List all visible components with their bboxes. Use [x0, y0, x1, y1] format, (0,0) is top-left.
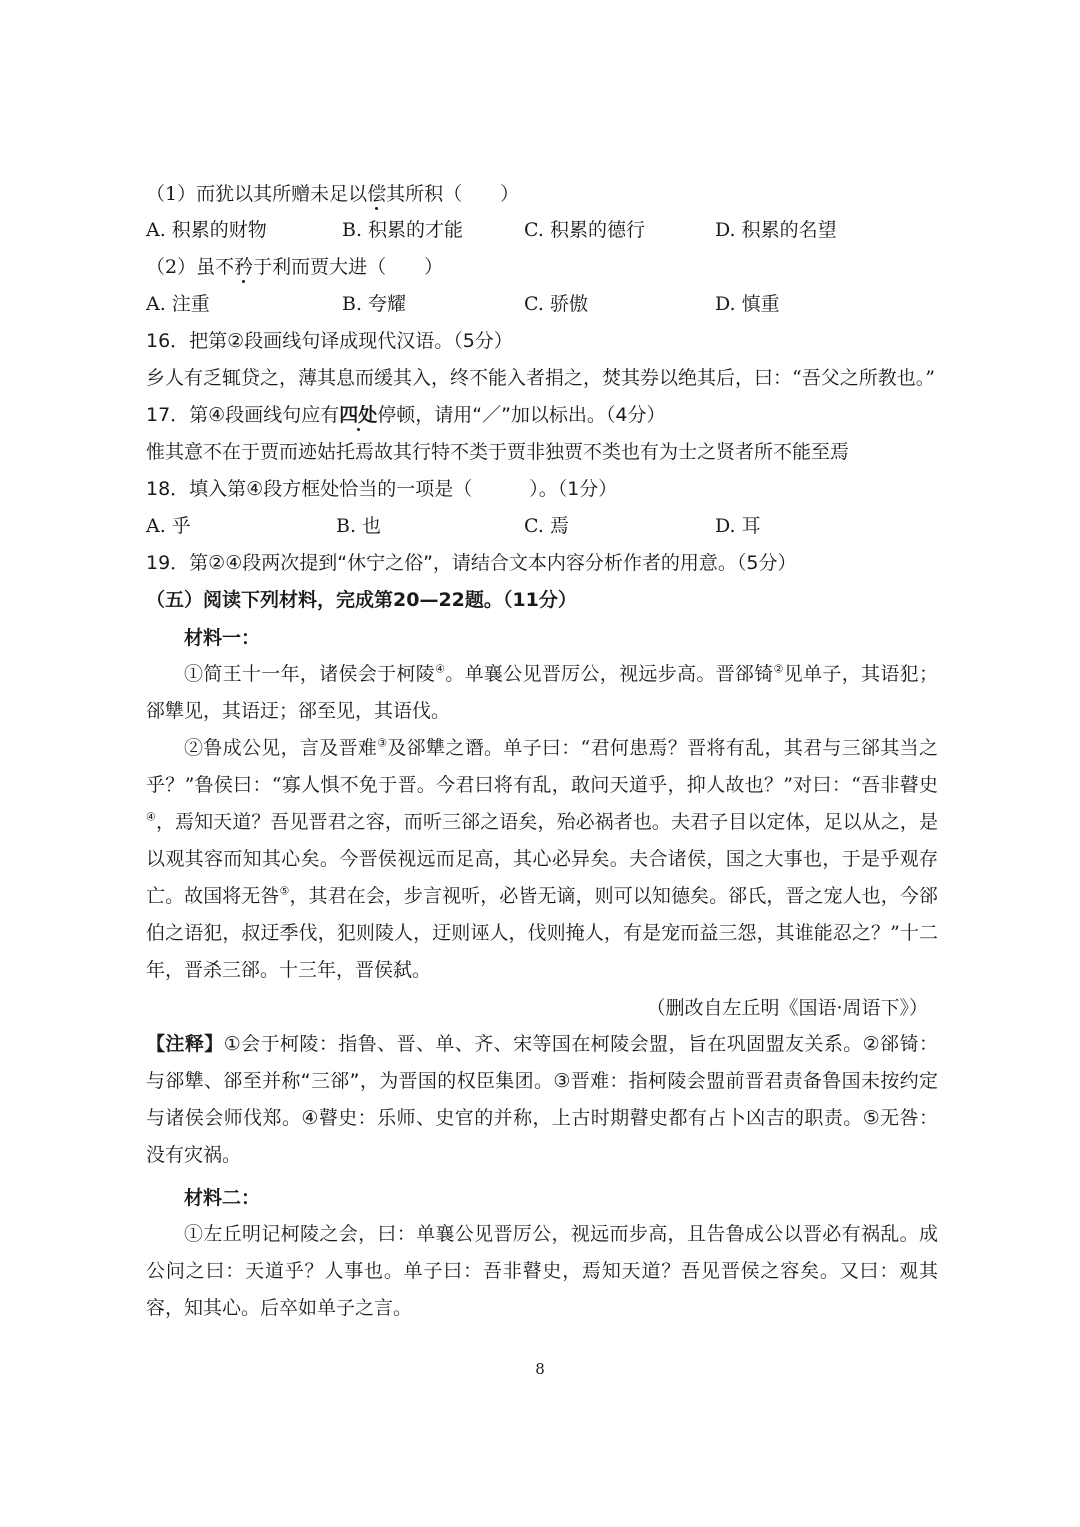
- option-d: D. 耳: [715, 515, 761, 537]
- q15-item1-stem: （1）而犹以其所赠未足以偿其所积（ ）: [146, 183, 520, 205]
- q16-stem: 16．把第②段画线句译成现代汉语。（5分）: [146, 330, 513, 352]
- option-d: D. 慎重: [715, 293, 780, 315]
- option-a: A. 乎: [146, 515, 191, 537]
- q18-stem: 18．填入第④段方框处恰当的一项是（ ）。（1分）: [146, 478, 618, 500]
- annotation-notes: 【注释】①会于柯陵：指鲁、晋、单、齐、宋等国在柯陵会盟，旨在巩固盟友关系。②郤锜：与郤犨、郤至并称“三郤”，为晋国的权臣集团。③晋难：指柯陵会盟前晋君责备鲁国未按约定与诸侯会师伐郑。④瞽史：乐师、史官的并称，上古时期瞽史都有占卜凶吉的职责。⑤无咎：没有灾祸。: [146, 1033, 938, 1166]
- emphasis-dot-char: 矜: [234, 256, 254, 278]
- option-b: B. 积累的才能: [342, 219, 464, 241]
- q15-item2-stem: （2）虽不矜于利而贾大进（ ）: [146, 256, 444, 278]
- material-1-source: （删改自左丘明《国语·周语下》）: [646, 997, 928, 1019]
- option-c: C. 骄傲: [524, 293, 588, 315]
- material-1-title: 材料一：: [184, 627, 261, 649]
- material-1-paragraph-2: ②鲁成公见，言及晋难③及郤犨之谮。单子曰：“君何患焉？晋将有乱，其君与三郤其当之乎？”鲁侯曰：“寡人惧不免于晋。今君曰将有乱，敢问天道乎，抑人故也？”对曰：“吾非瞽史④，焉知天道？吾见晋君之容，而听三郤之语矣，殆必祸者也。夫君子目以定体，足以从之，是以观其容而知其心矣。今晋侯视远而足高，其心必异矣。夫合诸侯，国之大事也，于是乎观存亡。故国将无咎⑤，其君在会，步言视听，必皆无谪，则可以知德矣。郤氏，晋之宠人也，今郤伯之语犯，叔迂季伐，犯则陵人，迂则诬人，伐则掩人，有是宠而益三怨，其谁能忍之？”十二年，晋杀三郤。十三年，晋侯弑。: [146, 736, 938, 981]
- material-1-paragraph-1: ①简王十一年，诸侯会于柯陵④。单襄公见晋厉公，视远步高。晋郤锜②见单子，其语犯；郤犨见，其语迂；郤至见，其语伐。: [146, 662, 938, 722]
- q18-options: [146, 514, 936, 538]
- option-d: D. 积累的名望: [715, 219, 837, 241]
- option-b: B. 夸耀: [342, 293, 407, 315]
- option-c: C. 焉: [524, 515, 569, 537]
- notes-label: 【注释】: [146, 1033, 224, 1055]
- q19-stem: 19．第②④段两次提到“休宁之俗”，请结合文本内容分析作者的用意。（5分）: [146, 552, 797, 574]
- material-2-paragraph-1: ①左丘明记柯陵之会，曰：单襄公见晋厉公，视远而步高，且告鲁成公以晋必有祸乱。成公问之曰：天道乎？人事也。单子曰：吾非瞽史，焉知天道？吾见晋侯之容矣。又曰：观其容，知其心。后卒如单子之言。: [146, 1223, 938, 1319]
- section-heading: （五）阅读下列材料，完成第20—22题。（11分）: [146, 589, 577, 611]
- emphasis-dot-char: 偿: [367, 183, 387, 205]
- option-a: A. 积累的财物: [146, 219, 267, 241]
- emphasis-dot-text: 四处: [339, 404, 378, 426]
- material-2-title: 材料二：: [184, 1187, 261, 1209]
- option-b: B. 也: [336, 515, 382, 537]
- q17-sentence: 惟其意不在于贾而迹姑托焉故其行特不类于贾非独贾不类也有为士之贤者所不能至焉: [146, 441, 850, 463]
- option-a: A. 注重: [146, 293, 210, 315]
- q16-sentence: 乡人有乏辄贷之，薄其息而缓其入，终不能入者捐之，焚其券以绝其后，曰：“吾父之所教也。”: [146, 367, 935, 389]
- option-c: C. 积累的德行: [524, 219, 645, 241]
- q17-stem: 17．第④段画线句应有四处停顿，请用“／”加以标出。（4分）: [146, 404, 666, 426]
- q15-item1-options: [146, 218, 936, 242]
- q15-item2-options: [146, 292, 936, 316]
- page-number: 8: [535, 1360, 545, 1378]
